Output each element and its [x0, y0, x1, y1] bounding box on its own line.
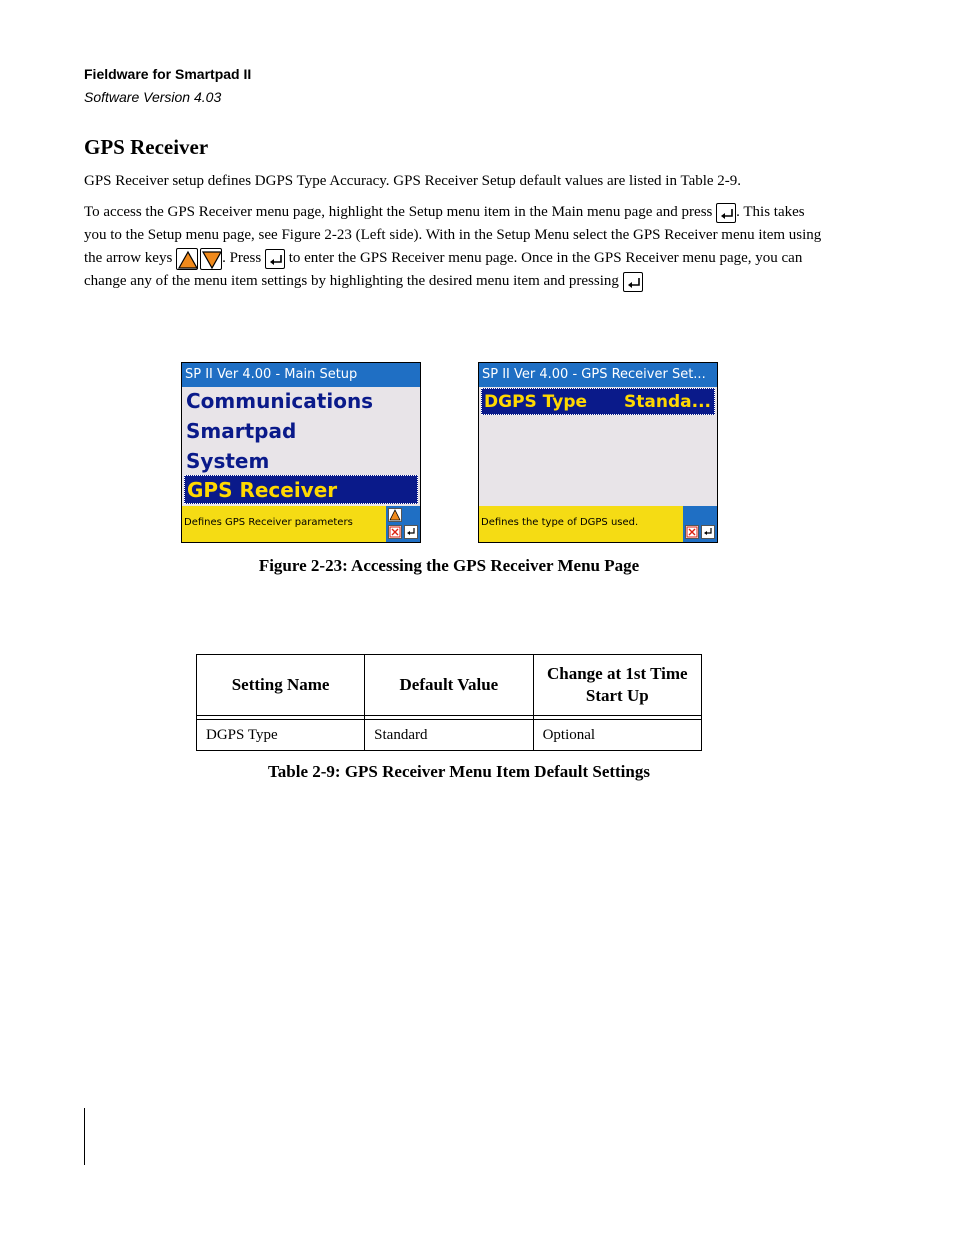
column-header: Change at 1st Time Start Up — [533, 655, 701, 716]
menu-item-system[interactable]: System — [186, 449, 270, 473]
enter-icon[interactable] — [404, 525, 418, 539]
footer-buttons — [683, 506, 717, 542]
figure-caption: Figure 2-23: Accessing the GPS Receiver Menu Page — [258, 556, 640, 575]
column-header: Setting Name — [197, 655, 365, 716]
menu-item-dgps-type[interactable] — [481, 388, 715, 415]
screen-footer — [182, 506, 420, 542]
screen-title-bar: SP II Ver 4.00 - GPS Receiver Set... — [479, 363, 717, 387]
access-text-3: . Press — [222, 250, 265, 266]
dgps-type-value: Standa... — [624, 392, 711, 412]
menu-item-gps-receiver[interactable]: GPS Receiver — [184, 475, 418, 504]
column-header: Default Value — [365, 655, 533, 716]
default-settings-table — [196, 654, 702, 751]
enter-key-icon — [623, 272, 643, 292]
footer-buttons — [386, 506, 420, 542]
table-header-row — [197, 655, 702, 716]
document-header-subtitle: Software Version 4.03 — [84, 89, 222, 105]
access-text-4: to enter the GPS Receiver menu page. Once in the GPS Receiver menu page, you can change any of the menu item settings by highlighting the desired menu item and pressing — [84, 250, 803, 289]
enter-icon[interactable] — [701, 525, 715, 539]
table-cell: DGPS Type — [197, 720, 365, 751]
enter-key-icon — [716, 203, 736, 223]
cancel-icon[interactable] — [388, 525, 402, 539]
footer-help-text: Defines the type of DGPS used. — [481, 517, 639, 528]
gps-receiver-setup-screen — [478, 362, 718, 543]
dgps-type-label: DGPS Type — [484, 392, 588, 412]
up-arrow-key-icon — [176, 248, 198, 270]
down-arrow-key-icon — [200, 248, 222, 270]
cancel-icon[interactable] — [685, 525, 699, 539]
access-text-1: To access the GPS Receiver menu page, highlight the Setup menu item in the Main menu page and press — [84, 204, 717, 220]
menu-item-smartpad[interactable]: Smartpad — [186, 419, 297, 443]
access-paragraph — [84, 201, 824, 293]
table-cell: Standard — [365, 720, 533, 751]
up-arrow-icon[interactable] — [388, 508, 402, 522]
margin-line — [84, 1108, 85, 1165]
main-setup-screen — [181, 362, 421, 543]
table-row — [197, 720, 702, 751]
table-cell: Optional — [533, 720, 701, 751]
footer-help-text: Defines GPS Receiver parameters — [184, 517, 353, 528]
intro-paragraph: GPS Receiver setup defines DGPS Type Accuracy. GPS Receiver Setup default values are listed in Table 2-9. — [84, 173, 742, 189]
menu-item-communications[interactable]: Communications — [186, 389, 374, 413]
document-header-title: Fieldware for Smartpad II — [84, 66, 252, 82]
access-text-2: . This takes you to the Setup menu page, see Figure 2-23 (Left side). With in the Setup Menu select the GPS Receiver menu item using the arrow keys — [84, 204, 822, 266]
table-caption: Table 2-9: GPS Receiver Menu Item Default Settings — [268, 762, 650, 781]
section-title: GPS Receiver — [84, 135, 209, 159]
screen-title-bar: SP II Ver 4.00 - Main Setup — [182, 363, 420, 387]
enter-key-icon — [265, 249, 285, 269]
screen-footer — [479, 506, 717, 542]
